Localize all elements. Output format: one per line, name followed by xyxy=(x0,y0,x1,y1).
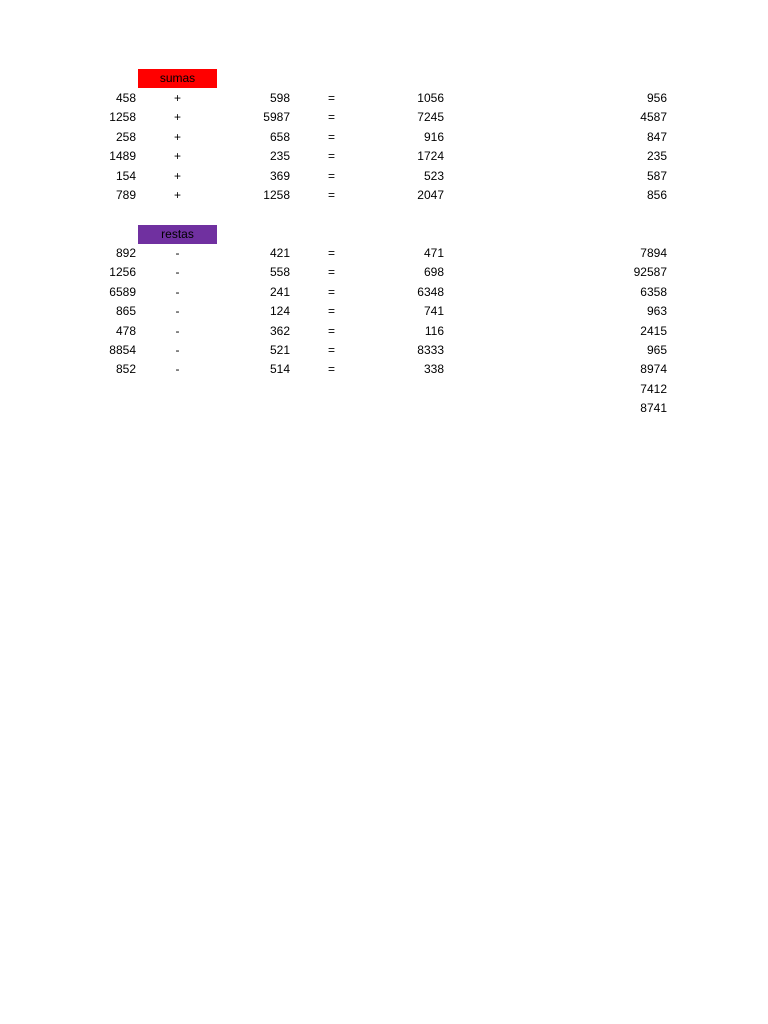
operand-a-cell: 852 xyxy=(115,362,136,377)
extra-value-cell: 963 xyxy=(646,304,667,319)
result-cell: 698 xyxy=(423,265,444,280)
operand-a-cell: 789 xyxy=(115,188,136,202)
operand-b-cell: 5987 xyxy=(263,110,290,125)
operator-cell: + xyxy=(173,91,181,105)
operand-a-cell: 1489 xyxy=(109,149,136,164)
restas-row xyxy=(0,263,768,282)
extra-value-cell: 856 xyxy=(646,188,667,202)
trailing-row xyxy=(0,399,768,418)
equals-cell: = xyxy=(327,362,335,377)
operand-a-cell: 1258 xyxy=(109,110,136,125)
restas-row xyxy=(0,322,768,341)
equals-cell: = xyxy=(327,304,335,319)
extra-value-cell: 965 xyxy=(646,343,667,357)
extra-value-cell: 7894 xyxy=(640,246,667,260)
operand-b-cell: 235 xyxy=(269,149,290,164)
extra-value-cell: 2415 xyxy=(640,323,667,338)
result-cell: 116 xyxy=(424,323,444,338)
result-cell: 6348 xyxy=(417,284,444,299)
operand-b-cell: 598 xyxy=(269,91,290,105)
operand-b-cell: 124 xyxy=(269,304,290,319)
extra-value-cell: 4587 xyxy=(640,110,667,125)
result-cell: 916 xyxy=(423,129,444,144)
restas-row xyxy=(0,244,768,263)
operand-a-cell: 1256 xyxy=(109,265,136,280)
extra-value-cell: 7412 xyxy=(640,381,667,396)
equals-cell: = xyxy=(327,149,335,164)
operand-b-cell: 421 xyxy=(269,246,290,260)
equals-cell: = xyxy=(327,129,335,144)
equals-cell: = xyxy=(327,246,335,260)
result-cell: 523 xyxy=(423,168,444,183)
operand-b-cell: 514 xyxy=(269,362,290,377)
extra-value-cell: 956 xyxy=(646,91,667,105)
equals-cell: = xyxy=(327,343,335,357)
operator-cell: - xyxy=(175,304,180,319)
operator-cell: + xyxy=(173,149,181,164)
operand-b-cell: 558 xyxy=(269,265,290,280)
extra-value-cell: 235 xyxy=(646,149,667,164)
sumas-row xyxy=(0,186,768,205)
equals-cell: = xyxy=(327,265,335,280)
restas-row xyxy=(0,283,768,302)
trailing-row xyxy=(0,380,768,399)
operator-cell: - xyxy=(175,265,180,280)
operator-cell: + xyxy=(173,110,181,125)
extra-value-cell: 6358 xyxy=(640,284,667,299)
extra-value-cell: 92587 xyxy=(633,265,667,280)
operator-cell: - xyxy=(175,284,180,299)
equals-cell: = xyxy=(327,91,335,105)
sumas-row xyxy=(0,128,768,147)
operand-a-cell: 6589 xyxy=(109,284,136,299)
equals-cell: = xyxy=(327,323,335,338)
equals-cell: = xyxy=(327,188,335,202)
operand-a-cell: 865 xyxy=(115,304,136,319)
sumas-header-label: sumas xyxy=(159,71,196,85)
operand-a-cell: 892 xyxy=(115,246,136,260)
restas-header-cell xyxy=(138,225,217,244)
restas-header-label: restas xyxy=(161,227,194,241)
equals-cell: = xyxy=(327,110,335,125)
result-cell: 8333 xyxy=(417,343,444,357)
extra-value-cell: 8741 xyxy=(640,401,667,416)
extra-value-cell: 847 xyxy=(646,129,667,144)
sumas-row xyxy=(0,89,768,108)
operand-a-cell: 478 xyxy=(115,323,136,338)
operator-cell: + xyxy=(173,168,181,183)
result-cell: 741 xyxy=(423,304,444,319)
operator-cell: - xyxy=(175,362,180,377)
operand-b-cell: 658 xyxy=(269,129,290,144)
operator-cell: - xyxy=(175,343,180,357)
result-cell: 7245 xyxy=(417,110,444,125)
operator-cell: + xyxy=(173,129,181,144)
operator-cell: - xyxy=(175,246,180,260)
extra-value-cell: 587 xyxy=(646,168,667,183)
result-cell: 338 xyxy=(423,362,444,377)
operand-b-cell: 1258 xyxy=(263,188,290,202)
equals-cell: = xyxy=(327,168,335,183)
result-cell: 1056 xyxy=(417,91,444,105)
sumas-row xyxy=(0,167,768,186)
operator-cell: + xyxy=(173,188,181,202)
restas-row xyxy=(0,302,768,321)
restas-row xyxy=(0,360,768,379)
operand-b-cell: 362 xyxy=(269,323,290,338)
result-cell: 1724 xyxy=(417,149,444,164)
operand-b-cell: 241 xyxy=(269,284,290,299)
sumas-row xyxy=(0,108,768,127)
result-cell: 471 xyxy=(423,246,444,260)
restas-row xyxy=(0,341,768,360)
operand-a-cell: 458 xyxy=(115,91,136,105)
operand-a-cell: 258 xyxy=(115,129,136,144)
result-cell: 2047 xyxy=(417,188,444,202)
sumas-row xyxy=(0,147,768,166)
sumas-header-cell xyxy=(138,69,217,88)
operand-b-cell: 369 xyxy=(269,168,290,183)
extra-value-cell: 8974 xyxy=(640,362,667,377)
operator-cell: - xyxy=(175,323,180,338)
operand-a-cell: 8854 xyxy=(109,343,136,357)
operand-a-cell: 154 xyxy=(115,168,136,183)
operand-b-cell: 521 xyxy=(269,343,290,357)
equals-cell: = xyxy=(327,284,335,299)
